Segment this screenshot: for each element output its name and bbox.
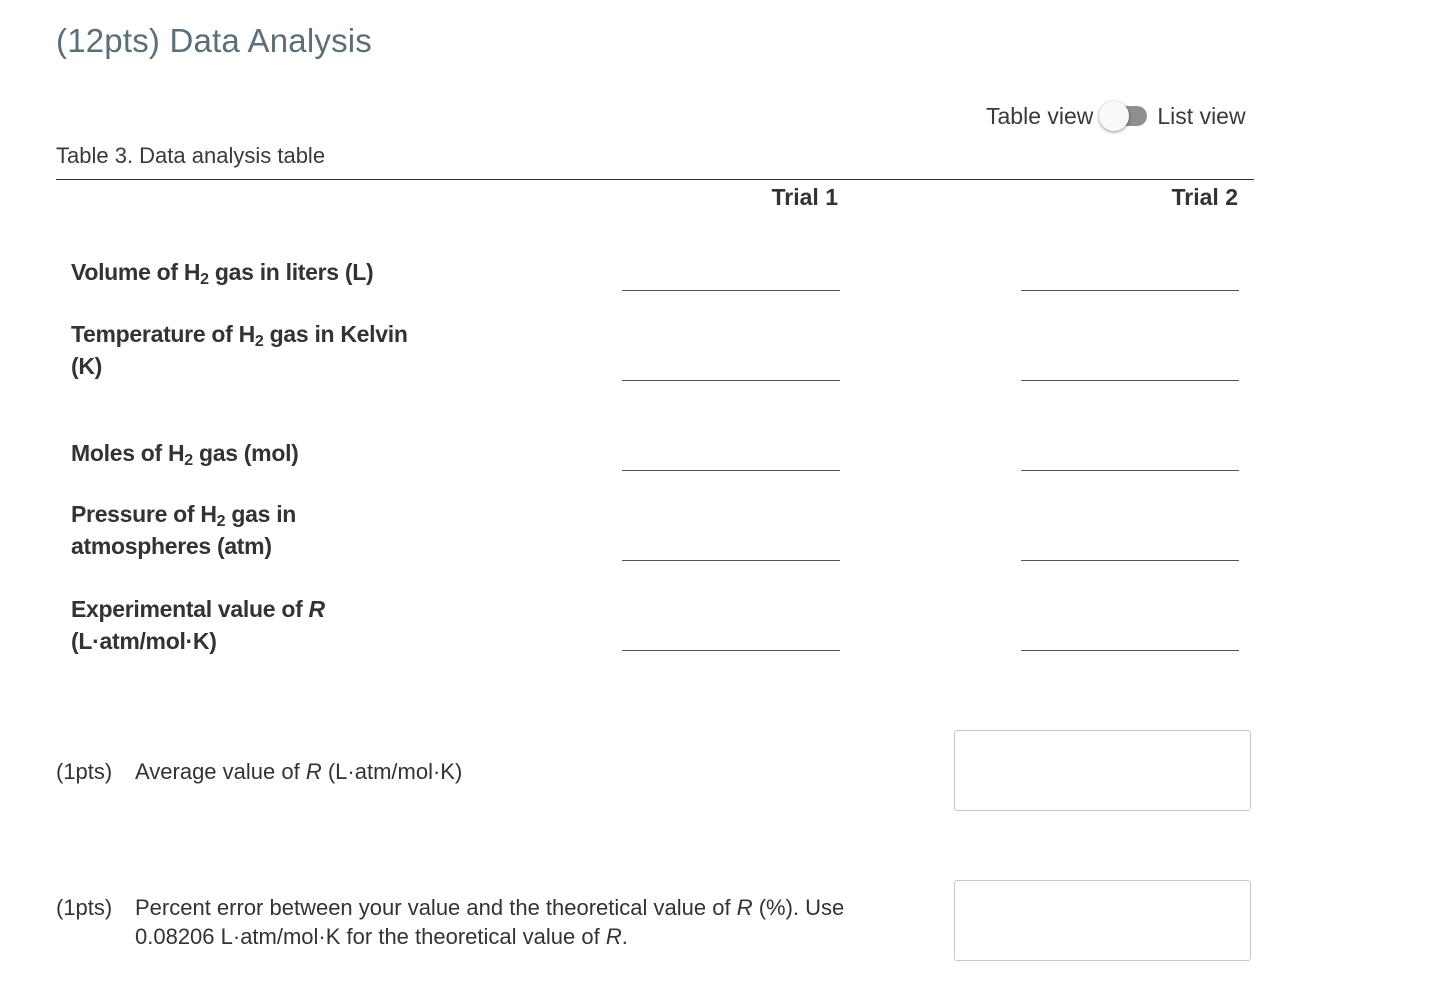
question-text [135, 893, 915, 951]
answer-field-pressure-trial-1[interactable] [622, 560, 840, 561]
variable-r: R [308, 596, 325, 622]
answer-field-moles-trial-2[interactable] [1021, 470, 1239, 471]
view-toggle-switch[interactable] [1099, 101, 1149, 131]
row-label-text: Temperature of H [71, 321, 255, 347]
variable-r: R [305, 759, 322, 784]
column-header-trial-1: Trial 1 [771, 184, 838, 210]
variable-r: R [605, 924, 622, 949]
column-header-trial-2: Trial 2 [1171, 184, 1238, 210]
answer-field-experimental-r-trial-1[interactable] [622, 650, 840, 651]
view-toggle [986, 101, 1246, 131]
answer-field-temperature-trial-1[interactable] [622, 380, 840, 381]
answer-field-volume-trial-1[interactable] [622, 290, 840, 291]
table-top-rule [56, 179, 1254, 180]
question-text-part: Average value of [135, 759, 306, 784]
question-percent-error [56, 893, 915, 951]
row-label-pressure [71, 498, 331, 562]
question-average-r [56, 757, 915, 786]
subscript: 2 [200, 271, 209, 288]
answer-field-temperature-trial-2[interactable] [1021, 380, 1239, 381]
question-text-part: . [621, 924, 628, 949]
answer-field-moles-trial-1[interactable] [622, 470, 840, 471]
question-text [135, 757, 915, 786]
subscript: 2 [254, 333, 264, 350]
row-label-moles [71, 437, 431, 469]
subscript: 2 [216, 513, 226, 530]
answer-field-volume-trial-2[interactable] [1021, 290, 1239, 291]
subscript: 2 [184, 452, 193, 469]
row-label-text: Volume of H [71, 259, 201, 285]
question-text-part: (L·atm/mol·K) [321, 759, 463, 784]
row-label-text: Pressure of H [71, 501, 217, 527]
answer-field-pressure-trial-2[interactable] [1021, 560, 1239, 561]
question-text-part: (%). Use 0.08206 L·atm/mol·K for the theoretical value of [135, 895, 845, 949]
answer-box-percent-error[interactable] [954, 880, 1251, 961]
row-label-text: gas in atmospheres (atm) [71, 501, 297, 559]
row-label-text: gas (mol) [192, 440, 299, 466]
table-caption: Table 3. Data analysis table [56, 143, 326, 168]
answer-field-experimental-r-trial-2[interactable] [1021, 650, 1239, 651]
row-label-text: gas in liters (L) [208, 259, 374, 285]
row-label-text: (L·atm/mol·K) [71, 628, 217, 654]
row-label-text: gas in Kelvin (K) [71, 321, 408, 379]
section-title: (12pts) Data Analysis [56, 22, 373, 59]
question-text-part: Percent error between your value and the theoretical value of [135, 895, 737, 920]
question-points: (1pts) [56, 759, 113, 784]
row-label-experimental-r [71, 593, 341, 657]
variable-r: R [736, 895, 753, 920]
row-label-text: Moles of H [71, 440, 185, 466]
table-view-label: Table view [986, 102, 1094, 129]
row-label-volume [71, 256, 431, 288]
answer-box-average-r[interactable] [954, 730, 1251, 811]
switch-knob [1099, 101, 1129, 131]
question-points: (1pts) [56, 895, 113, 920]
row-label-text: Experimental value of [71, 596, 309, 622]
row-label-temperature [71, 318, 431, 382]
list-view-label: List view [1157, 102, 1246, 129]
